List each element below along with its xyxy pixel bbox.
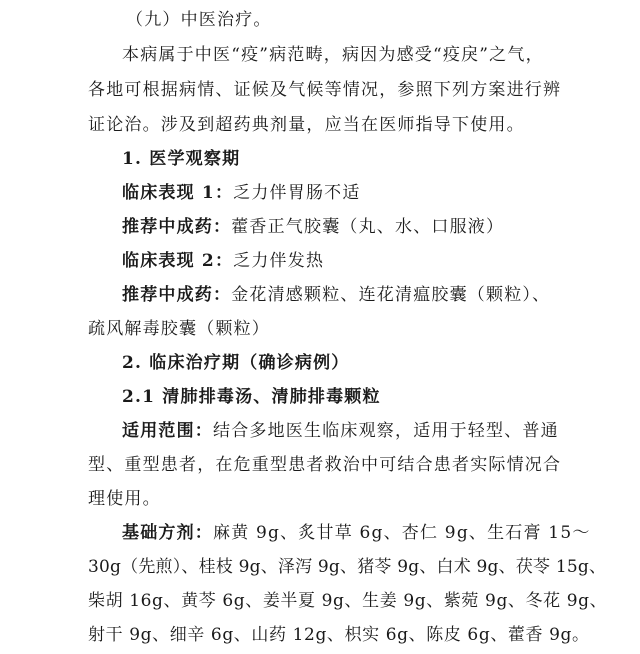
item-label: 适用范围： [122, 421, 213, 441]
section-1-item-2 [0, 216, 640, 238]
section-2-title [0, 352, 640, 374]
section-title: 1. 医学观察期 [122, 149, 241, 169]
item-text: 金花清感颗粒、连花清瘟胶囊（颗粒）、 [231, 285, 551, 305]
item-text: 30g（先煎）、桂枝 9g、泽泻 9g、猪苓 9g、白术 9g、茯苓 15g、 [88, 557, 607, 577]
item-text: 理使用。 [88, 489, 161, 509]
heading-text: （九）中医治疗。 [126, 10, 272, 30]
item-text: 柴胡 16g、黄芩 6g、姜半夏 9g、生姜 9g、紫菀 9g、冬花 9g、 [88, 591, 608, 611]
formula-line-1 [0, 522, 640, 544]
section-1-item-3 [0, 250, 640, 272]
item-text: 乏力伴胃肠不适 [233, 183, 361, 203]
item-text: 麻黄 9g、炙甘草 6g、杏仁 9g、生石膏 15～ [213, 523, 591, 543]
section-2-subtitle [0, 386, 640, 408]
item-label: 临床表现 2： [122, 251, 234, 271]
subsection-title: 2.1 清肺排毒汤、清肺排毒颗粒 [122, 387, 381, 407]
item-label: 推荐中成药： [122, 217, 232, 237]
item-text: 结合多地医生临床观察，适用于轻型、普通 [213, 421, 559, 441]
item-label: 临床表现 1： [122, 183, 234, 203]
section-title: 2. 临床治疗期（确诊病例） [122, 353, 350, 373]
section-1-item-4 [0, 284, 640, 306]
item-label: 推荐中成药： [122, 285, 232, 305]
item-text: 藿香正气胶囊（丸、水、口服液） [231, 217, 505, 237]
item-text: 射干 9g、细辛 6g、山药 12g、枳实 6g、陈皮 6g、藿香 9g。 [88, 625, 590, 645]
item-text: 疏风解毒胶囊（颗粒） [88, 319, 270, 339]
scope-line-2 [0, 454, 640, 476]
paragraph-text: 证论治。涉及到超药典剂量，应当在医师指导下使用。 [88, 115, 525, 135]
intro-line-1 [0, 44, 640, 66]
paragraph-text: 各地可根据病情、证候及气候等情况，参照下列方案进行辨 [88, 80, 562, 100]
section-1-title [0, 148, 640, 170]
item-label: 基础方剂： [122, 523, 213, 543]
formula-line-3 [0, 590, 640, 612]
scope-line-3 [0, 488, 640, 510]
item-text: 型、重型患者，在危重型患者救治中可结合患者实际情况合 [88, 455, 562, 475]
item-text: 乏力伴发热 [233, 251, 325, 271]
section-1-item-4-cont [0, 318, 640, 340]
section-1-item-1 [0, 182, 640, 204]
formula-line-4 [0, 624, 640, 646]
intro-line-2 [0, 79, 640, 101]
intro-line-3 [0, 114, 640, 136]
formula-line-2 [0, 556, 640, 578]
section-heading [0, 9, 640, 31]
paragraph-text: 本病属于中医“疫”病范畴，病因为感受“疫戾”之气， [122, 45, 544, 65]
scope-line-1 [0, 420, 640, 442]
